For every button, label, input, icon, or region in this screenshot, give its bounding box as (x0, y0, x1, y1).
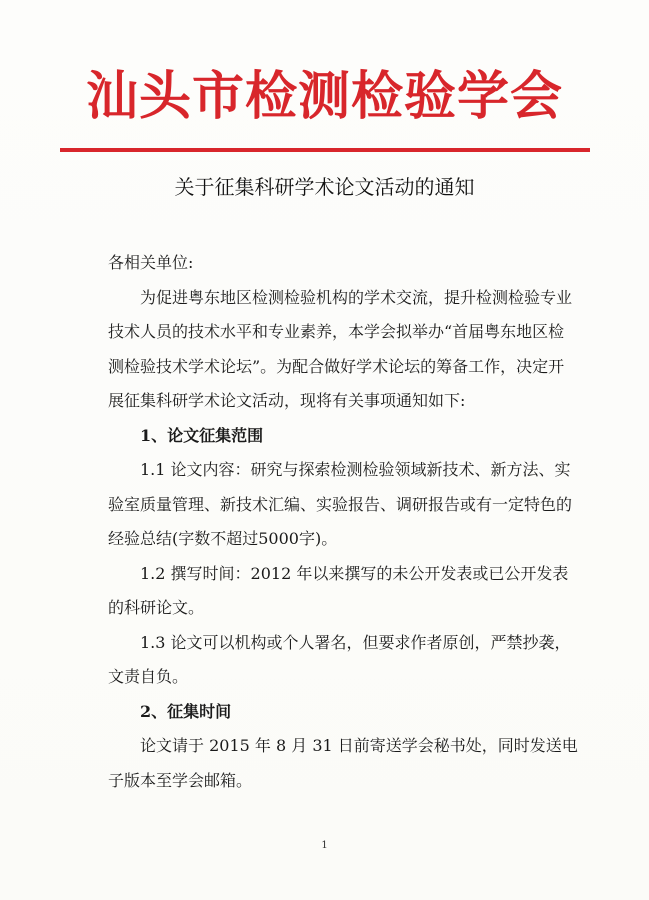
notice-body (108, 246, 578, 798)
salutation: 各相关单位: (108, 253, 194, 272)
scope-item-authorship: 1.3 论文可以机构或个人署名，但要求作者原创，严禁抄袭，文责自负。 (108, 632, 571, 686)
letterhead-red-rule (60, 148, 590, 152)
deadline-paragraph: 论文请于 2015 年 8 月 31 日前寄送学会秘书处，同时发送电子版本至学会邮箱。 (108, 736, 578, 790)
letterhead-org-name: 汕头市检测检验学会 (85, 66, 563, 127)
scope-item-time: 1.2 撰写时间：2012 年以来撰写的未公开发表或已公开发表的科研论文。 (108, 563, 569, 617)
section-heading-deadline: 2、征集时间 (140, 701, 232, 721)
notice-title: 关于征集科研学术论文活动的通知 (174, 175, 475, 199)
intro-paragraph: 为促进粤东地区检测检验机构的学术交流，提升检测检验专业技术人员的技术水平和专业素养，本学会拟举办“首届粤东地区检测检验技术学术论坛”。为配合做好学术论坛的筹备工作，决定开展征集科研学术论文活动，现将有关事项通知如下: (108, 287, 573, 410)
section-heading-scope: 1、论文征集范围 (140, 425, 264, 445)
scope-item-content: 1.1 论文内容：研究与探索检测检验领域新技术、新方法、实验室质量管理、新技术汇编、实验报告、调研报告或有一定特色的经验总结(字数不超过5000字)。 (108, 460, 573, 548)
page-number: 1 (321, 840, 328, 851)
